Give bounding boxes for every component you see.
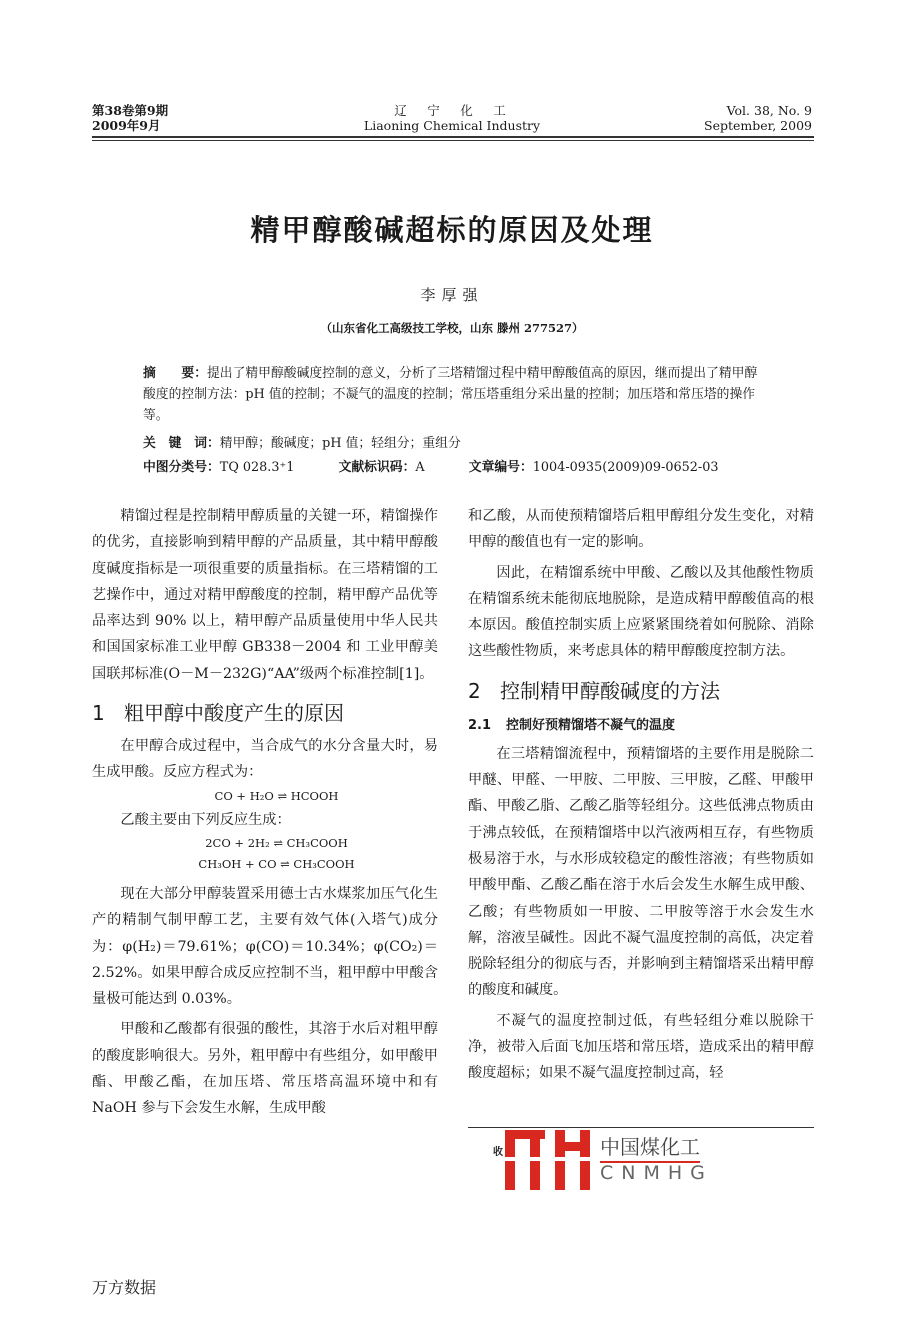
paragraph-continued: 和乙酸，从而使预精馏塔后粗甲醇组分发生变化，对精甲醇的酸值也有一定的影响。: [468, 508, 814, 551]
article-no-value: 1004-0935(2009)09-0652-03: [532, 460, 719, 475]
paragraph: 不凝气的温度控制过低，有些轻组分难以脱除干净，被带入后面飞加压塔和常压塔，造成采出的精甲醇酸度超标；如果不凝气温度控制过高，轻: [468, 1012, 814, 1082]
equation-3: CH₃OH + CO ⇌ CH₃COOH: [198, 856, 355, 871]
journal-cn: 辽 宁 化 工: [394, 103, 510, 118]
paragraph: 在三塔精馏流程中，预精馏塔的主要作用是脱除二甲醚、甲醛、一甲胺、二甲胺、三甲胺，乙醛、甲酸甲酯、甲酸乙脂、乙酸乙脂等轻组分。这些低沸点物质由于沸点较低，在预精馏塔中以汽液两相互存，有些物质极易溶于水，与水形成较稳定的酸性溶液；有些物质如甲酸甲酯、乙酸乙酯在溶于水后会发生水解生成甲酸、乙酸；有些物质如一甲胺、二甲胺等溶于水会发生水解，溶液呈碱性。因此不凝气温度控制的高低，决定着脱除轻组分的彻底与否，并影响到主精馏塔采出精甲醇的酸度和碱度。: [468, 745, 814, 999]
paragraph: 现在大部分甲醇装置采用德士古水煤浆加压气化生产的精制气制甲醇工艺，主要有效气体(入塔气)成分为：φ(H₂)＝79.61%；φ(CO)＝10.34%；φ(CO₂)＝2.52%。如果甲醇合成反应控制不当，粗甲醇中甲酸含量极可能达到 0.03%。: [92, 885, 438, 1008]
received-fragment: 收: [493, 1147, 503, 1158]
author: 李厚强: [420, 286, 484, 304]
section-2-number: 2: [468, 678, 481, 703]
keywords: [143, 433, 765, 454]
date-en: September, 2009: [704, 118, 812, 133]
section-2-1-number: 2.1: [468, 717, 492, 733]
header-rule: [92, 136, 814, 138]
section-2-1-title: 控制好预精馏塔不凝气的温度: [506, 717, 676, 733]
left-column: [92, 503, 438, 1122]
abstract-label: 摘 要：: [143, 366, 207, 381]
doc-code-value: A: [415, 460, 425, 475]
logo-text-cn: 中国煤化工: [600, 1131, 700, 1163]
equation-1: CO + H₂O ⇌ HCOOH: [214, 788, 339, 803]
section-1-heading: [92, 693, 438, 733]
logo-text-en: CNMHG: [600, 1162, 713, 1184]
right-column: [468, 503, 814, 1087]
paragraph: 在甲醇合成过程中，当合成气的水分含量大时，易生成甲酸。反应方程式为：: [92, 738, 438, 781]
intro-paragraph: 精馏过程是控制精甲醇质量的关键一环，精馏操作的优劣，直接影响到精甲醇的产品质量，其中精甲醇酸度碱度指标是一项很重要的质量指标。在三塔精馏的工艺操作中，通过对精甲醇酸度的控制，精甲醇产品优等品率达到 90% 以上，精甲醇产品质量使用中华人民共和国国家标准工业甲醇 GB338－2004 和 工业甲醇美国联邦标准(O－M－232G)“AA”级两个标准控制[1]。: [92, 508, 438, 682]
classification: [143, 457, 765, 478]
date-cn: 2009年9月: [92, 118, 161, 133]
article-title: 精甲醇酸碱超标的原因及处理: [250, 213, 654, 247]
abstract: [143, 363, 765, 426]
paragraph: 甲酸和乙酸都有很强的酸性，其溶于水后对粗甲醇的酸度影响很大。另外，粗甲醇中有些组分，如甲酸甲酯、甲酸乙酯，在加压塔、常压塔高温环境中和有 NaOH 参与下会发生水解，生成甲酸: [92, 1021, 438, 1117]
footnote-rule: [468, 1127, 814, 1128]
issue-info-en: [704, 103, 812, 133]
abstract-text: 提出了精甲醇酸碱度控制的意义，分析了三塔精馏过程中精甲醇酸值高的原因，继而提出了精甲醇酸度的控制方法：pH 值的控制；不凝气的温度的控制；常压塔重组分采出量的控制；加压塔和常压塔的操作等。: [143, 366, 758, 423]
section-2-title: 控制精甲醇酸碱度的方法: [500, 678, 720, 703]
section-2-heading: [468, 671, 814, 711]
header-rule-thin: [92, 140, 814, 141]
issue-info-cn: [92, 103, 168, 133]
article-no-label: 文章编号：: [468, 460, 533, 475]
volume-cn: 第38卷第9期: [92, 103, 169, 118]
wanfang-watermark: 万方数据: [92, 1278, 157, 1297]
journal-en: Liaoning Chemical Industry: [363, 118, 541, 133]
clc-label: 中图分类号：: [143, 460, 220, 475]
keywords-label: 关 键 词：: [143, 436, 220, 451]
paragraph: 因此，在精馏系统中甲酸、乙酸以及其他酸性物质在精馏系统未能彻底地脱除，是造成精甲醇酸值高的根本原因。酸值控制实质上应紧紧围绕着如何脱除、消除这些酸性物质，来考虑具体的精甲醇酸度控制方法。: [468, 564, 814, 660]
paragraph: 乙酸主要由下列反应生成：: [120, 811, 291, 828]
journal-name: [352, 103, 552, 133]
section-2-1-heading: [468, 711, 814, 741]
clc-value: TQ 028.3⁺1: [219, 460, 295, 475]
doc-code-label: 文献标识码：: [338, 460, 416, 475]
volume-en: Vol. 38, No. 9: [726, 103, 812, 118]
section-1-number: 1: [92, 701, 105, 726]
keywords-text: 精甲醇；酸碱度；pH 值；轻组分；重组分: [219, 436, 461, 451]
section-1-title: 粗甲醇中酸度产生的原因: [124, 701, 344, 726]
cnmhg-logo-mark: [505, 1130, 590, 1190]
equation-2: 2CO + 2H₂ ⇌ CH₃COOH: [205, 835, 348, 850]
affiliation: （山东省化工高级技工学校，山东 滕州 277527）: [320, 321, 584, 335]
